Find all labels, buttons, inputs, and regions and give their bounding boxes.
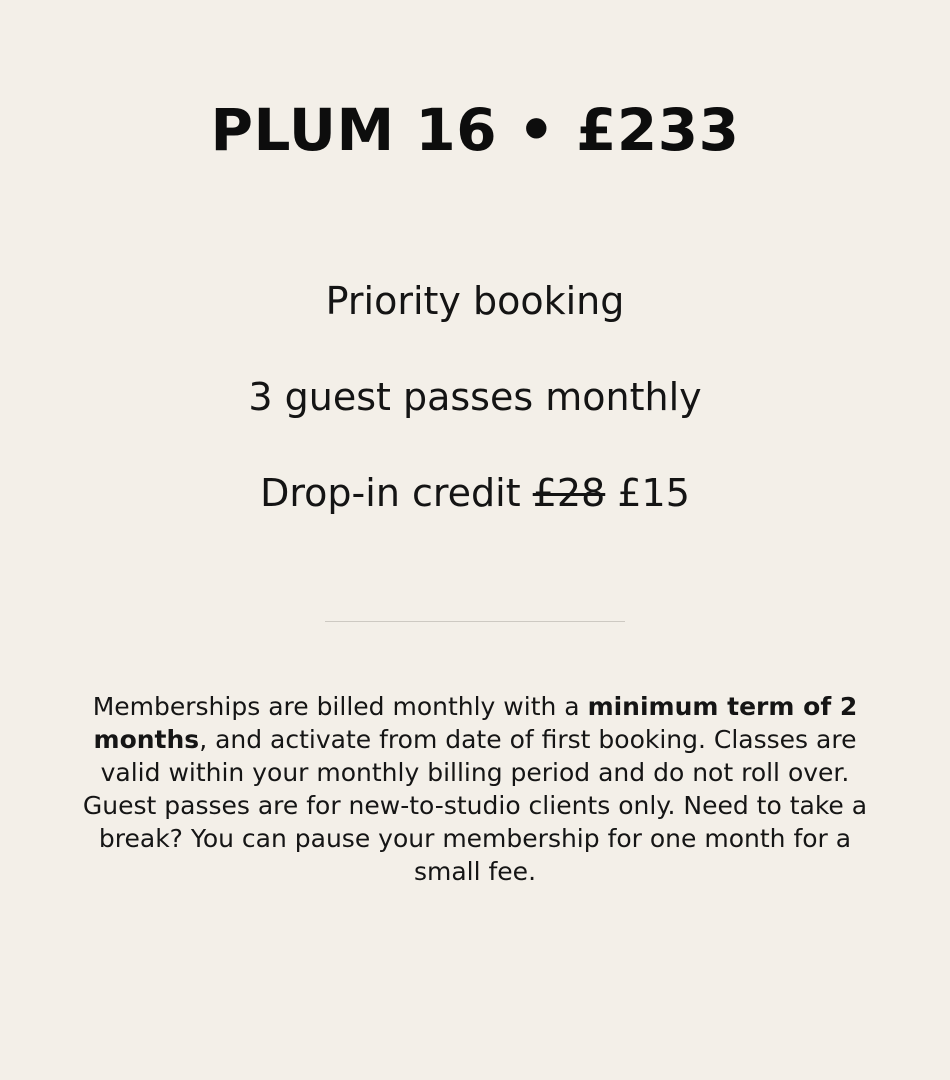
feature-guest-passes: 3 guest passes monthly bbox=[248, 375, 702, 419]
membership-terms bbox=[70, 690, 880, 888]
terms-minimum-term: minimum term of 2 months bbox=[93, 692, 858, 754]
drop-in-old-price: £28 bbox=[532, 471, 606, 515]
drop-in-new-price: £15 bbox=[617, 471, 690, 515]
feature-priority-booking: Priority booking bbox=[325, 279, 625, 323]
plan-title: PLUM 16 • £233 bbox=[210, 96, 740, 164]
plan-features-list bbox=[0, 275, 950, 563]
terms-text-start: Memberships are billed monthly with a bbox=[92, 692, 588, 721]
section-divider bbox=[325, 621, 625, 622]
terms-text-end: , and activate from date of first booking. Classes are valid within your monthly billing period and do not roll over. Guest passes are for new-to-studio clients only. Need to take a break? You can pause your membership for one month for a small fee. bbox=[82, 725, 868, 886]
feature-drop-in-credit bbox=[0, 467, 950, 563]
drop-in-credit-label: Drop-in credit bbox=[260, 471, 521, 515]
